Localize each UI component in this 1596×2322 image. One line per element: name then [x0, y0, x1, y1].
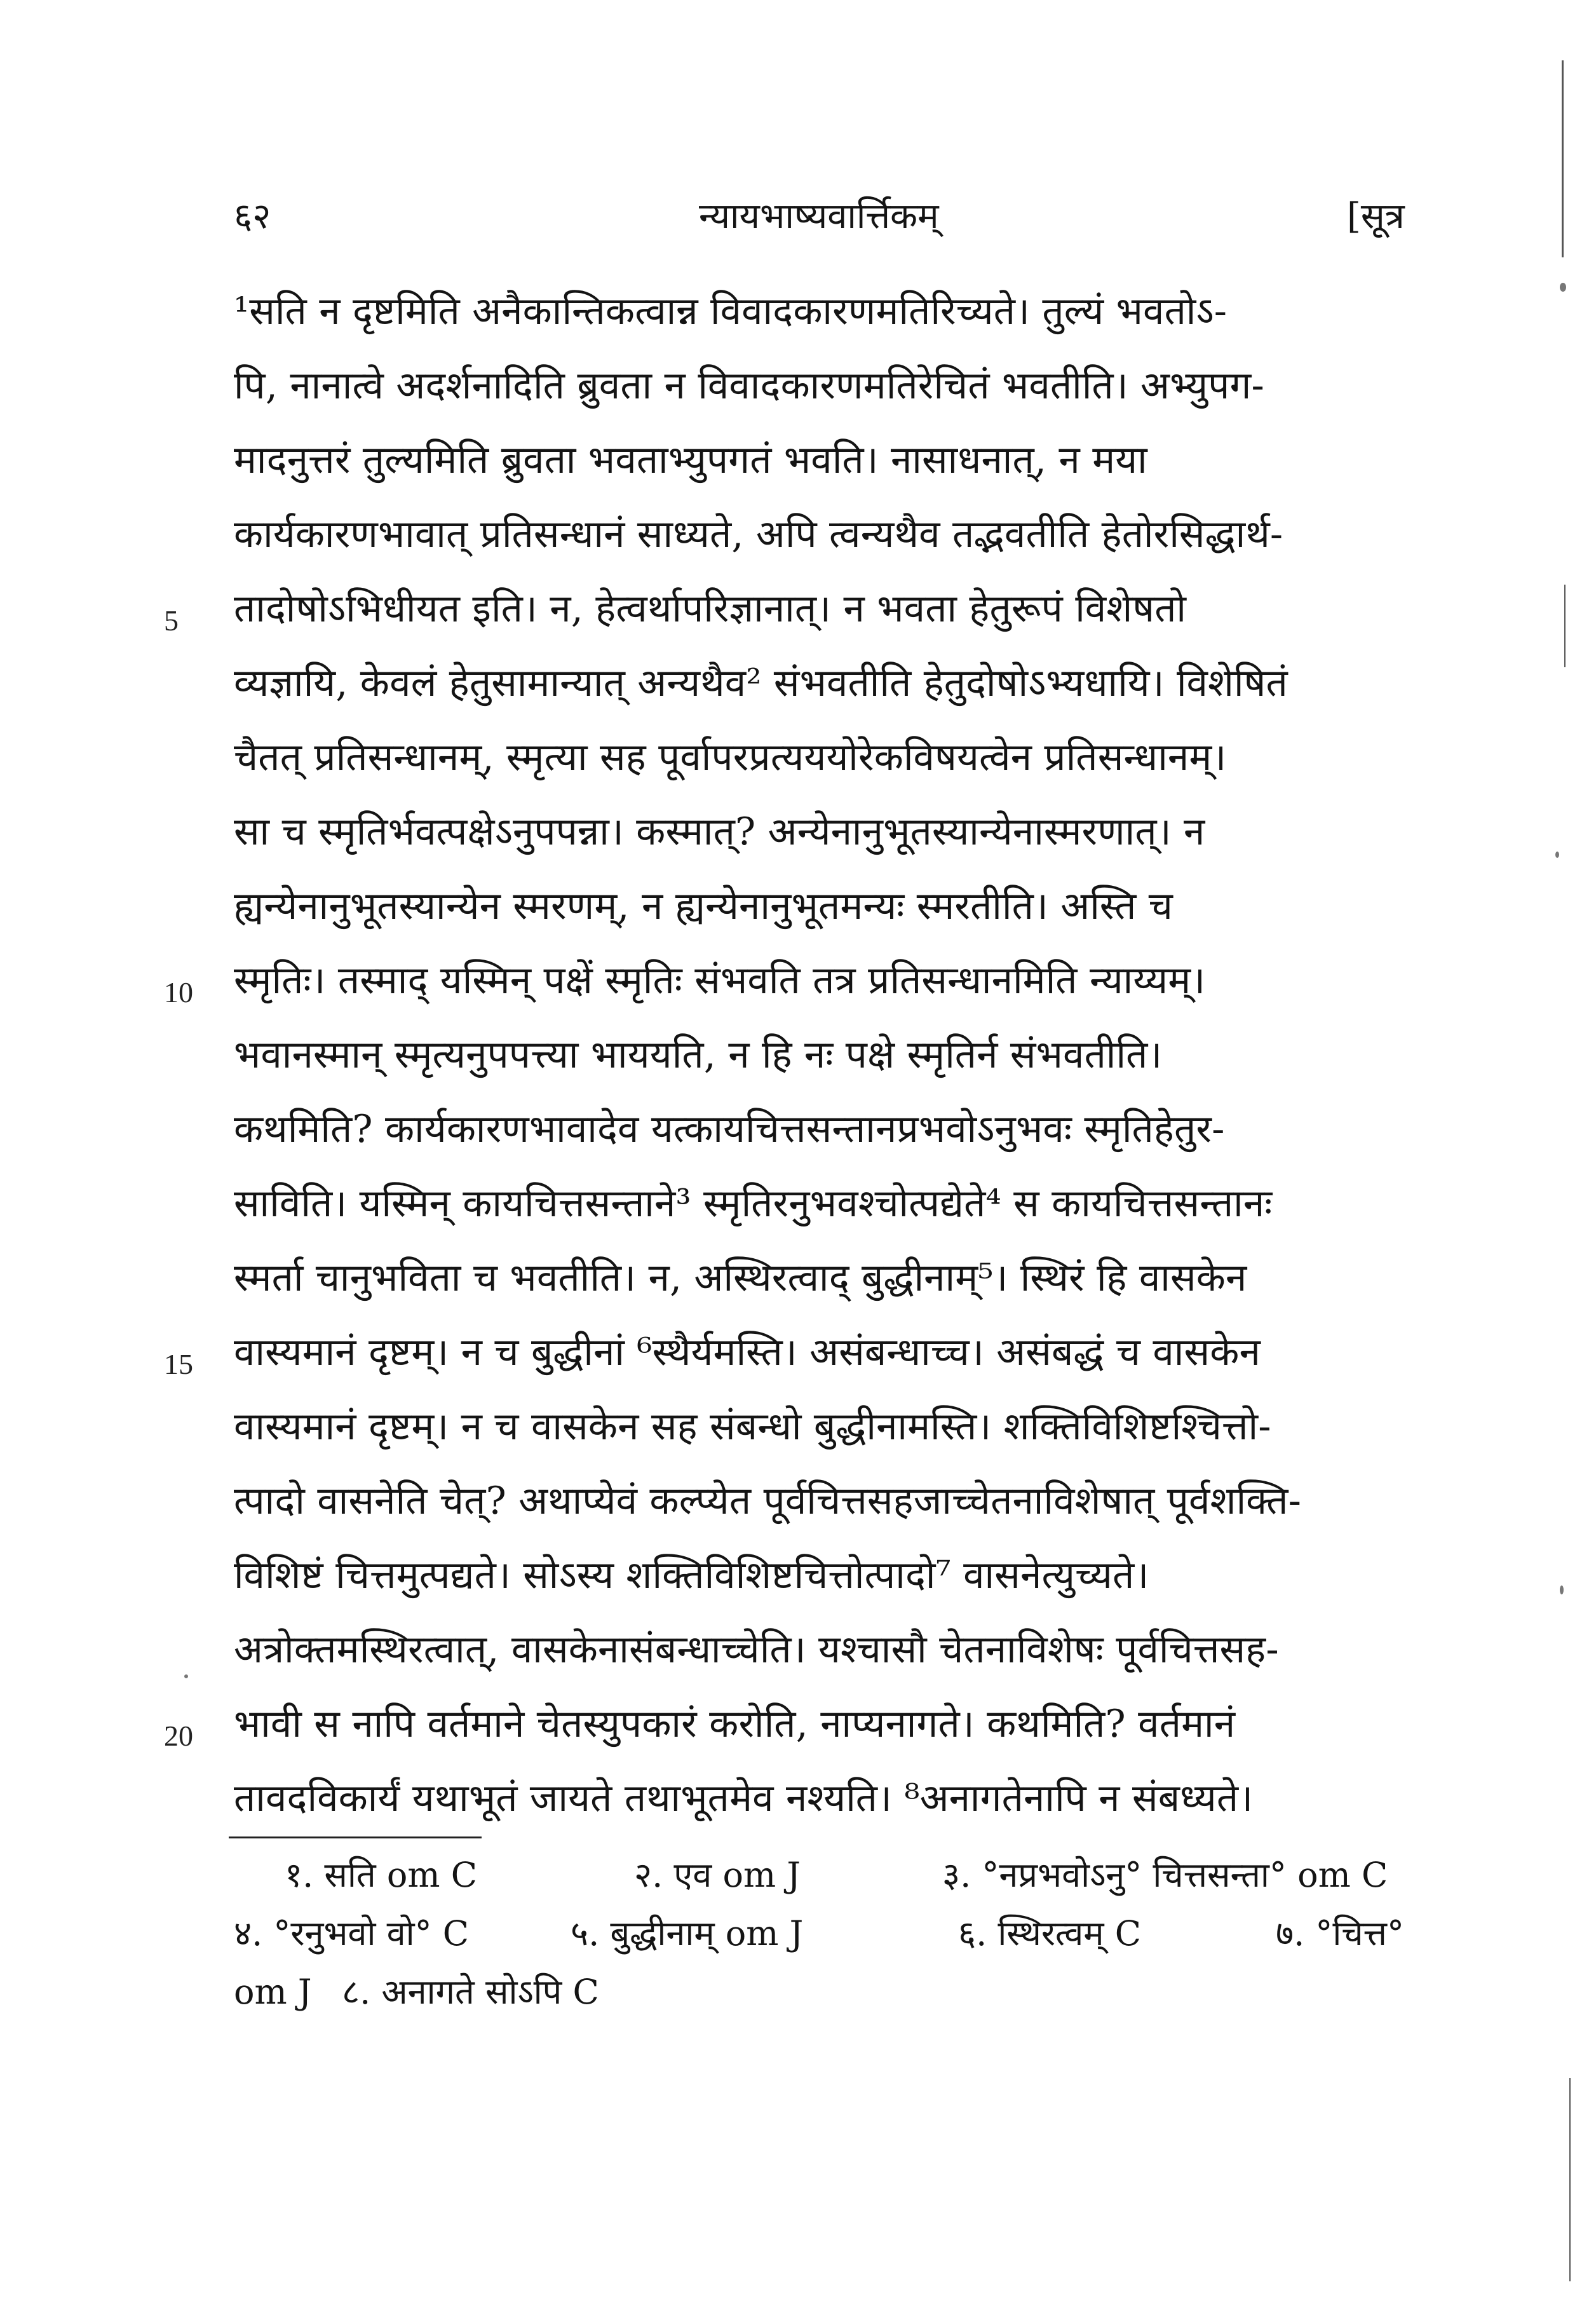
line-number: 10: [164, 976, 193, 1008]
scan-speck: [1555, 852, 1559, 858]
text-line: विशिष्टं चित्तमुत्पद्यते। सोऽस्य शक्तिविशिष्टचित्तोत्पादो⁷ वासनेत्युच्यते।: [234, 1553, 1149, 1598]
scan-edge-mark: [1569, 2078, 1571, 2281]
text-line: स्मर्ता चानुभविता च भवतीति। न, अस्थिरत्वाद् बुद्धीनाम्⁵। स्थिरं हि वासकेन: [234, 1256, 1247, 1300]
section-marker: [सूत्र: [1347, 196, 1405, 237]
footnote: ३. °नप्रभवोऽनु° चित्तसन्ता° om C: [942, 1855, 1388, 1895]
scan-edge-mark: [1562, 60, 1564, 257]
scan-speck: [1560, 1585, 1564, 1594]
text-line: कथमिति? कार्यकारणभावादेव यत्कायचित्तसन्तानप्रभवोऽनुभवः स्मृतिहेतुर-: [234, 1107, 1225, 1151]
text-line: कार्यकारणभावात् प्रतिसन्धानं साध्यते, अपि त्वन्यथैव तद्भवतीति हेतोरसिद्धार्थ-: [234, 512, 1283, 557]
footnote-row: [234, 1846, 1435, 1904]
text-line: तादोषोऽभिधीयत इति। न, हेत्वर्थापरिज्ञानात्। न भवता हेतुरूपं विशेषतो: [234, 587, 1187, 631]
text-line: व्यज्ञायि, केवलं हेतुसामान्यात् अन्यथैव² संभवतीति हेतुदोषोऽभ्यधायि। विशेषितं: [234, 661, 1288, 705]
scan-edge-mark: [1564, 585, 1566, 667]
page-number: ६२: [234, 196, 271, 237]
footnote: १. सति om C: [285, 1855, 478, 1895]
text-line: वास्यमानं दृष्टम्। न च वासकेन सह संबन्धो बुद्धीनामस्ति। शक्तिविशिष्टश्चित्तो-: [234, 1404, 1271, 1449]
footnote: ५. बुद्धीनाम् om J: [571, 1913, 804, 1953]
text-line: भवानस्मान् स्मृत्यनुपपत्त्या भाययति, न हि नः पक्षे स्मृतिर्न संभवतीति।: [234, 1033, 1163, 1077]
line-number: 20: [164, 1720, 193, 1752]
footnote: ७. °चित्त°: [1276, 1913, 1404, 1953]
footnote: ६. स्थिरत्वम् C: [958, 1913, 1142, 1953]
text-line: भावी स नापि वर्तमाने चेतस्युपकारं करोति, नाप्यनागते। कथमिति? वर्तमानं: [234, 1702, 1236, 1746]
text-line: ¹सति न दृष्टमिति अनैकान्तिकत्वान्न विवादकारणमतिरिच्यते। तुल्यं भवतोऽ-: [234, 289, 1227, 334]
text-line: स्मृतिः। तस्माद् यस्मिन् पक्षें स्मृतिः संभवति तत्र प्रतिसन्धानमिति न्याय्यम्।: [234, 958, 1206, 1003]
footnote: २. एव om J: [634, 1855, 801, 1895]
footnote: om J: [234, 1972, 312, 2012]
text-line: मादनुत्तरं तुल्यमिति ब्रुवता भवताभ्युपगतं भवति। नासाधनात्, न मया: [234, 438, 1147, 482]
text-line: अत्रोक्तमस्थिरत्वात्, वासकेनासंबन्धाच्चेति। यश्चासौ चेतनाविशेषः पूर्वचित्तसह-: [234, 1627, 1279, 1672]
line-number: 5: [164, 604, 179, 637]
text-line: वास्यमानं दृष्टम्। न च बुद्धीनां ⁶स्थैर्यमस्ति। असंबन्धाच्च। असंबद्धं च वासकेन: [234, 1330, 1261, 1375]
text-line: त्पादो वासनेति चेत्? अथाप्येवं कल्प्येत पूर्वचित्तसहजाच्चेतनाविशेषात् पूर्वशक्ति-: [234, 1479, 1302, 1523]
footnotes: [234, 1846, 1435, 2021]
footnote-rule: [229, 1837, 482, 1838]
text-line: चैतत् प्रतिसन्धानम्, स्मृत्या सह पूर्वापरप्रत्यययोरेकविषयत्वेन प्रतिसन्धानम्।: [234, 735, 1227, 780]
main-text: [234, 275, 1435, 1836]
running-header: [0, 191, 1596, 248]
scan-speck: [1560, 283, 1566, 292]
running-title: न्यायभाष्यवार्त्तिकम्: [699, 196, 939, 237]
text-line: साविति। यस्मिन् कायचित्तसन्ताने³ स्मृतिरनुभवश्चोत्पद्येते⁴ स कायचित्तसन्तानः: [234, 1181, 1273, 1226]
text-line: तावदविकार्यं यथाभूतं जायते तथाभूतमेव नश्यति। ⁸अनागतेनापि न संबध्यते।: [234, 1776, 1254, 1821]
text-line: सा च स्मृतिर्भवत्पक्षेऽनुपपन्ना। कस्मात्? अन्येनानुभूतस्यान्येनास्मरणात्। न: [234, 810, 1205, 854]
footnote-row: [234, 1963, 1435, 2021]
text-line: ह्यन्येनानुभूतस्यान्येन स्मरणम्, न ह्यन्येनानुभूतमन्यः स्मरतीति। अस्ति च: [234, 884, 1173, 928]
scan-speck: [184, 1674, 188, 1678]
line-number: 15: [164, 1348, 193, 1380]
footnote: ४. °रनुभवो वो° C: [234, 1913, 470, 1953]
footnote-row: [234, 1904, 1435, 1963]
text-line: पि, नानात्वे अदर्शनादिति ब्रुवता न विवादकारणमतिरेचितं भवतीति। अभ्युपग-: [234, 363, 1264, 408]
footnote: ८. अनागते सोऽपि C: [342, 1972, 599, 2012]
